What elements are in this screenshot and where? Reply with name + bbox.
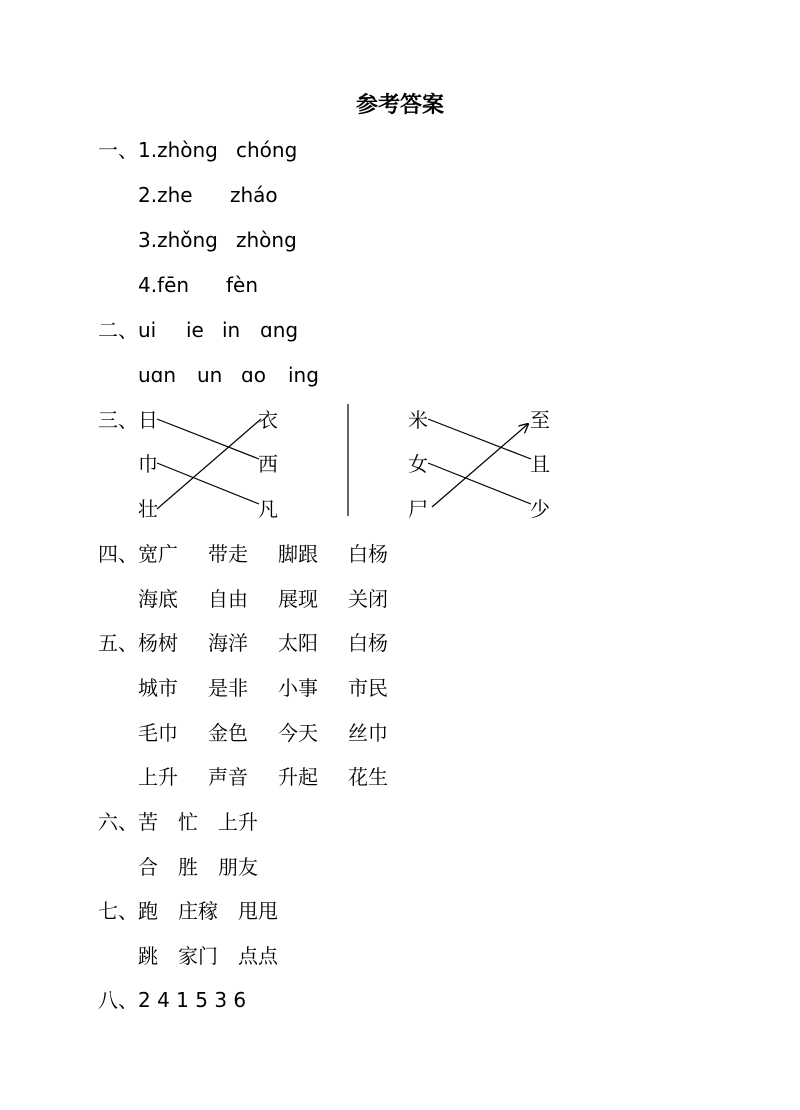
match-right-char: 少 [530, 497, 550, 521]
answer-cell: 展现 [278, 587, 318, 611]
answer-cell: 跳 [138, 944, 158, 968]
answer-cell: 苦 [138, 810, 158, 834]
answer-cell: chóng [236, 138, 298, 162]
answer-cell: 声音 [208, 765, 248, 789]
answer-cell: 胜 [178, 855, 198, 879]
answer-cell: 上升 [218, 810, 258, 834]
answer-cell: ɑo [241, 363, 266, 387]
answer-cell: ɑng [260, 318, 299, 342]
section-3-label: 三、 [98, 408, 138, 432]
match-right-char: 凡 [258, 497, 278, 521]
answer-cell: 宽广 [138, 542, 178, 566]
answer-cell: 自由 [208, 587, 248, 611]
answer-cell: 白杨 [348, 631, 388, 655]
match-left-char: 女 [408, 452, 428, 476]
section-1-label: 一、 [98, 138, 138, 162]
answer-cell: ui [138, 318, 157, 342]
answer-cell: 毛巾 [138, 721, 178, 745]
answer-cell: 今天 [278, 721, 318, 745]
answer-cell: 是非 [208, 676, 248, 700]
answer-cell: 2.zhe [138, 183, 193, 207]
answer-cell: 市民 [348, 676, 388, 700]
answer-cell: 海底 [138, 587, 178, 611]
answer-sequence: 2 4 1 5 3 6 [138, 988, 247, 1012]
answer-cell: ing [288, 363, 319, 387]
match-left-char: 巾 [138, 452, 158, 476]
answer-cell: 金色 [208, 721, 248, 745]
match-line [157, 463, 259, 504]
answer-cell: uɑn [138, 363, 177, 387]
match-line [157, 419, 261, 509]
answer-cell: 海洋 [208, 631, 248, 655]
section-2-label: 二、 [98, 318, 138, 342]
answer-cell: 城市 [138, 676, 178, 700]
match-right-char: 至 [530, 408, 550, 432]
answer-cell: 甩甩 [238, 899, 278, 923]
answer-cell: 升起 [278, 765, 318, 789]
answer-cell: 太阳 [278, 631, 318, 655]
answer-cell: 忙 [178, 810, 198, 834]
page-title: 参考答案 [355, 93, 444, 118]
match-arrow [432, 424, 528, 507]
answer-cell: 庄稼 [178, 899, 218, 923]
answer-cell: 朋友 [218, 855, 258, 879]
answer-cell: 1.zhòng [138, 138, 218, 162]
answer-cell: 上升 [138, 765, 178, 789]
match-left-char: 尸 [408, 497, 428, 521]
match-left-char: 米 [408, 408, 428, 432]
answer-cell: 跑 [138, 899, 158, 923]
answer-cell: un [197, 363, 223, 387]
answer-cell: 带走 [208, 542, 248, 566]
section-8-label: 八、 [98, 988, 138, 1012]
section-7-label: 七、 [98, 899, 138, 923]
section-5-label: 五、 [98, 631, 138, 655]
answer-cell: 丝巾 [348, 721, 388, 745]
answer-cell: zháo [230, 183, 278, 207]
match-left-char: 壮 [138, 497, 158, 521]
match-right-char: 衣 [258, 408, 278, 432]
answer-cell: 杨树 [138, 631, 178, 655]
answer-cell: ie [186, 318, 204, 342]
answer-cell: in [222, 318, 241, 342]
answer-cell: 小事 [278, 676, 318, 700]
answer-cell: fèn [226, 273, 259, 297]
answer-cell: 点点 [238, 944, 278, 968]
answer-cell: 合 [138, 855, 158, 879]
match-line [428, 419, 531, 459]
match-right-char: 西 [258, 452, 278, 476]
match-left-char: 日 [138, 408, 158, 432]
answer-cell: 4.fēn [138, 273, 190, 297]
section-6-label: 六、 [98, 810, 138, 834]
answer-cell: 家门 [178, 944, 218, 968]
answer-cell: 脚跟 [278, 542, 318, 566]
answer-cell: 3.zhǒng [138, 228, 218, 252]
answer-cell: 花生 [348, 765, 388, 789]
match-line [157, 419, 259, 459]
section-4-label: 四、 [98, 542, 138, 566]
match-right-char: 且 [530, 452, 550, 476]
answer-cell: 关闭 [348, 587, 388, 611]
answer-cell: 白杨 [348, 542, 388, 566]
answer-cell: zhòng [236, 228, 297, 252]
